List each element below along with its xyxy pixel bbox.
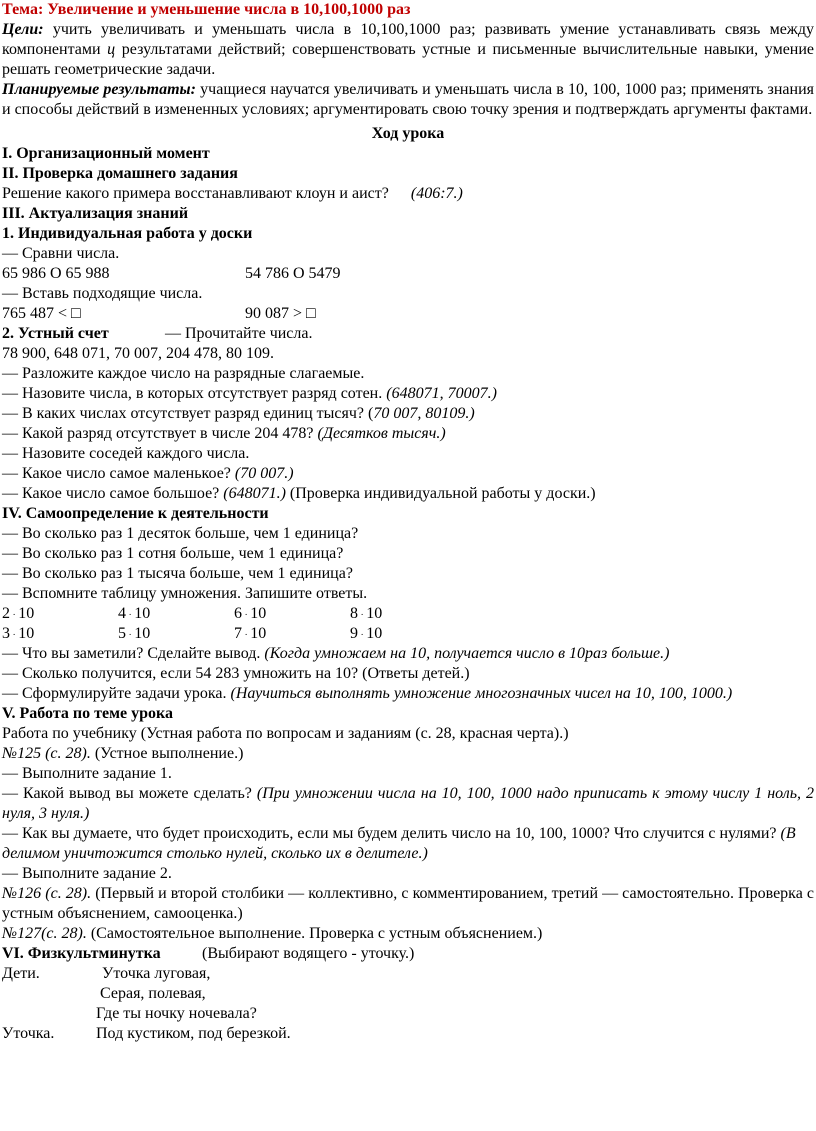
mult-factor: 7 [234, 625, 242, 642]
division-question-text: — Как вы думаете, что будет происходить, если мы будем делить число на 10, 100, 1000? Что случится с нулями? [2, 825, 777, 842]
textbook-work: Работа по учебнику (Устная работа по вопросам и заданиям (с. 28, красная черта).) [2, 725, 569, 742]
task-127-ref: №127(с. 28). [2, 925, 87, 942]
mult-factor: 8 [350, 605, 358, 622]
mult-cell [234, 624, 350, 644]
goals-text-a: учить увеличивать и уменьшать числа в 10,100,1000 раз; развивать умение устанавливать связь между компонентами [2, 21, 815, 58]
insert-a: 765 487 < □ [2, 305, 81, 322]
poem-line-1 [2, 964, 814, 984]
mult-dot: . [129, 607, 132, 617]
question-13: — Сколько получится, если 54 283 умножить на 10? (Ответы детей.) [2, 665, 470, 682]
division-question-answer: (В делимом уничтожится столько нулей, сколько их в делителе.) [2, 825, 796, 862]
question-2 [2, 384, 814, 404]
mult-cell [234, 604, 350, 624]
question-14 [2, 684, 814, 704]
mult-ten: 10 [134, 625, 151, 642]
question-2-text: — Назовите числа, в которых отсутствует разряд сотен. [2, 385, 383, 402]
division-question [2, 824, 814, 864]
question-7-answer: (648071.) [223, 485, 286, 502]
results-label: Планируемые результаты: [2, 81, 196, 98]
question-7-text: — Какое число самое большое? [2, 485, 220, 502]
homework-ref: (406:7.) [410, 185, 463, 202]
goals-paragraph [2, 20, 814, 80]
section-1-heading: I. Организационный момент [2, 145, 210, 162]
mult-ten: 10 [18, 605, 35, 622]
mult-ten: 10 [18, 625, 35, 642]
mult-cell [118, 604, 234, 624]
conclusion-question-answer: (При умножении числа на 10, 100, 1000 надо приписать к этому числу 1 ноль, 2 нуля, 3 нуля.) [2, 785, 814, 822]
poem-text-3: Где ты ночку ночевала? [96, 1005, 257, 1022]
task-125-ref: №125 (с. 28). [2, 745, 91, 762]
section-4-heading: IV. Самоопределение к деятельности [2, 505, 269, 522]
question-4 [2, 424, 814, 444]
section-6-line [2, 944, 814, 964]
mult-dot: . [245, 627, 248, 637]
compare-row [2, 264, 814, 284]
poem-text-2: Серая, полевая, [100, 985, 206, 1002]
results-text: учащиеся научатся увеличивать и уменьшать числа в 10, 100, 1000 раз; применять знания и способы действий в измененных условиях; аргументировать свою точку зрения и подтверждать аргументы фактами. [2, 81, 815, 118]
poem-text-4: Под кустиком, под березкой. [96, 1025, 291, 1042]
poem-text-1: Уточка луговая, [102, 965, 211, 982]
mult-row-2 [2, 624, 814, 644]
question-7-note: (Проверка индивидуальной работы у доски.) [289, 485, 596, 502]
insert-b: 90 087 > □ [245, 305, 316, 322]
mult-factor: 3 [2, 625, 10, 642]
mult-dot: . [13, 627, 16, 637]
topic-label: Тема: [2, 1, 44, 18]
insert-row [2, 304, 814, 324]
homework-text: Решение какого примера восстанавливают клоун и аист? [2, 185, 389, 202]
section-6-heading: VI. Физкультминутка [2, 945, 161, 962]
question-6-text: — Какое число самое маленькое? [2, 465, 231, 482]
poem-line-3 [2, 1004, 814, 1024]
goals-text-b: результатами действий; совершенствовать устные и письменные вычислительные навыки, умение решать геометрические задачи. [2, 41, 815, 78]
question-4-text: — Какой разряд отсутствует в числе 204 478? [2, 425, 314, 442]
do-task-1: — Выполните задание 1. [2, 765, 172, 782]
numbers-list: 78 900, 648 071, 70 007, 204 478, 80 109. [2, 345, 274, 362]
mult-cell [350, 604, 466, 624]
question-6 [2, 464, 814, 484]
question-6-answer: (70 007.) [234, 465, 294, 482]
mult-dot: . [361, 607, 364, 617]
task-126-note: (Первый и второй столбики — коллективно, с комментированием, третий — самостоятельно. Проверка с устным объяснением, самооценка.) [2, 885, 814, 922]
conclusion-question [2, 784, 814, 824]
question-12-text: — Что вы заметили? Сделайте вывод. [2, 645, 261, 662]
course-heading: Ход урока [371, 125, 445, 142]
question-2-answer: (648071, 70007.) [386, 385, 497, 402]
mult-ten: 10 [250, 605, 267, 622]
mult-factor: 5 [118, 625, 126, 642]
question-1: — Разложите каждое число на разрядные слагаемые. [2, 365, 365, 382]
compare-b: 54 786 О 5479 [245, 265, 341, 282]
mult-ten: 10 [366, 625, 383, 642]
topic-line [2, 0, 814, 20]
goals-label: Цели: [2, 21, 44, 38]
mult-cell [350, 624, 466, 644]
section-2-heading: II. Проверка домашнего задания [2, 165, 238, 182]
question-3-answer: 70 007, 80109.) [373, 405, 475, 422]
question-12-answer: (Когда умножаем на 10, получается число в 10раз больше.) [264, 645, 670, 662]
task-126 [2, 884, 814, 924]
question-12 [2, 644, 814, 664]
mult-dot: . [13, 607, 16, 617]
mult-cell [2, 604, 118, 624]
mult-ten: 10 [366, 605, 383, 622]
question-9: — Во сколько раз 1 сотня больше, чем 1 единица? [2, 545, 344, 562]
task-125-note: (Устное выполнение.) [94, 745, 244, 762]
question-4-answer: (Десятков тысяч.) [317, 425, 446, 442]
insert-task: — Вставь подходящие числа. [2, 285, 203, 302]
mult-factor: 2 [2, 605, 10, 622]
mult-cell [2, 624, 118, 644]
poem-speaker-duck: Уточка. [2, 1025, 55, 1042]
section-3-heading: III. Актуализация знаний [2, 205, 189, 222]
mult-cell [118, 624, 234, 644]
mult-ten: 10 [250, 625, 267, 642]
mult-factor: 4 [118, 605, 126, 622]
poem-line-2 [2, 984, 814, 1004]
oral-count-task: — Прочитайте числа. [165, 325, 313, 342]
section-6-note: (Выбирают водящего - уточку.) [202, 945, 415, 962]
question-10: — Во сколько раз 1 тысяча больше, чем 1 единица? [2, 565, 353, 582]
task-127-note: (Самостоятельное выполнение. Проверка с устным объяснением.) [90, 925, 543, 942]
mult-dot: . [245, 607, 248, 617]
mult-factor: 9 [350, 625, 358, 642]
oral-count-line [2, 324, 814, 344]
homework-line [2, 184, 814, 204]
do-task-2: — Выполните задание 2. [2, 865, 172, 882]
mult-dot: . [129, 627, 132, 637]
mult-dot: . [361, 627, 364, 637]
question-7 [2, 484, 814, 504]
subsection-3-2: 2. Устный счет [2, 325, 109, 342]
compare-task: — Сравни числа. [2, 245, 120, 262]
mult-row-1 [2, 604, 814, 624]
compare-a: 65 986 О 65 988 [2, 265, 110, 282]
conclusion-question-text: — Какой вывод вы можете сделать? [2, 785, 252, 802]
poem-line-4 [2, 1024, 814, 1044]
topic-text: Увеличение и уменьшение числа в 10,100,1000 раз [47, 1, 411, 18]
question-14-answer: (Научиться выполнять умножение многозначных чисел на 10, 100, 1000.) [230, 685, 733, 702]
subsection-3-1: 1. Индивидуальная работа у доски [2, 225, 253, 242]
question-14-text: — Сформулируйте задачи урока. [2, 685, 227, 702]
mult-ten: 10 [134, 605, 151, 622]
question-3 [2, 404, 814, 424]
question-8: — Во сколько раз 1 десяток больше, чем 1 единица? [2, 525, 359, 542]
question-3-text: — В каких числах отсутствует разряд единиц тысяч? ( [2, 405, 374, 422]
task-127 [2, 924, 814, 944]
task-126-ref: №126 (с. 28). [2, 885, 92, 902]
goals-text-ts: ц [107, 41, 116, 58]
poem-speaker-kids: Дети. [2, 965, 40, 982]
section-5-heading: V. Работа по теме урока [2, 705, 173, 722]
results-paragraph [2, 80, 814, 120]
task-125 [2, 744, 814, 764]
mult-factor: 6 [234, 605, 242, 622]
question-11: — Вспомните таблицу умножения. Запишите ответы. [2, 585, 368, 602]
question-5: — Назовите соседей каждого числа. [2, 445, 250, 462]
